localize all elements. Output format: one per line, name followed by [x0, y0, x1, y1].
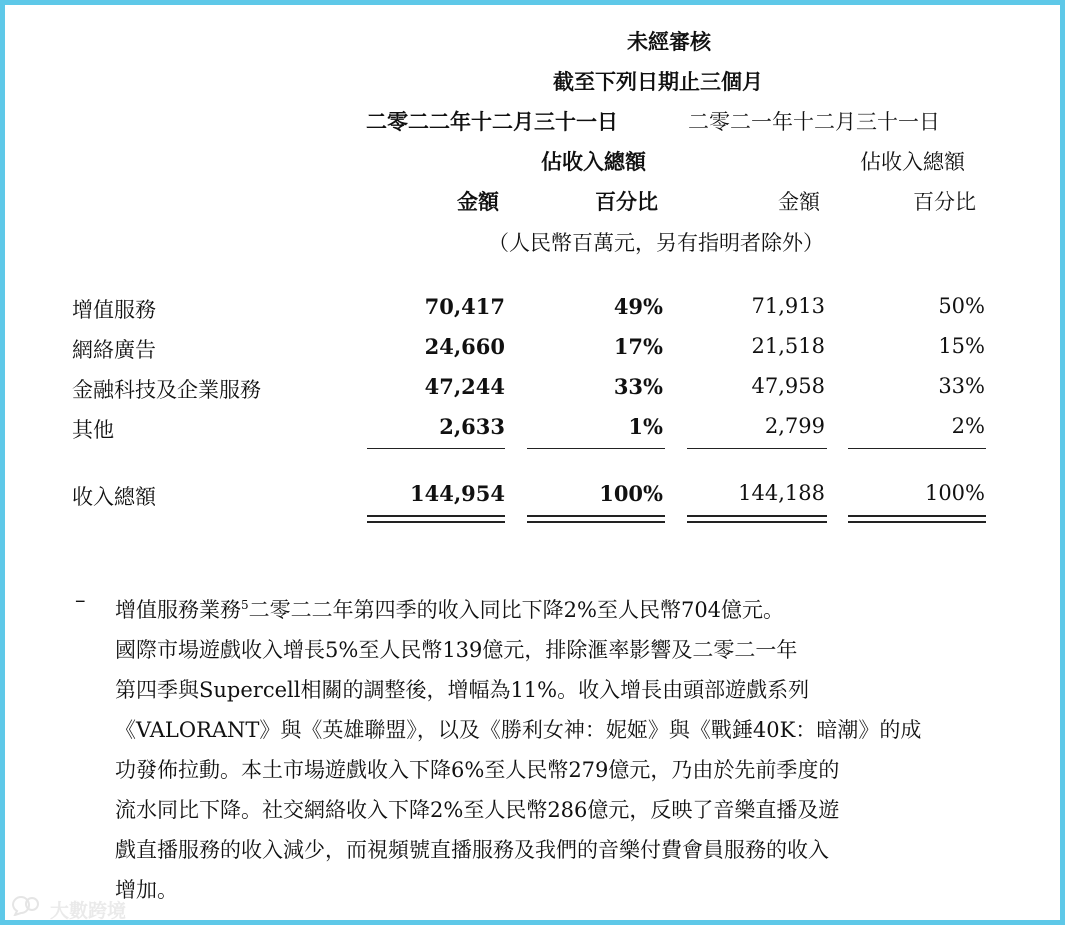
- commentary-line: 第四季與Supercell相關的調整後，增幅為11%。收入增長由頭部遊戲系列: [115, 678, 810, 702]
- row-percent-2021: 33%: [938, 374, 985, 398]
- header-date-2022: 二零二二年十二月三十一日: [366, 109, 618, 134]
- commentary-line: 《VALORANT》與《英雄聯盟》，以及《勝利女神：妮姬》與《戰錘40K：暗潮》的成: [115, 718, 922, 742]
- row-amount-2021: 2,799: [764, 414, 825, 438]
- commentary-lead: 增值服務業務: [115, 598, 241, 622]
- row-amount-2022: 2,633: [439, 414, 505, 439]
- row-amount-2022: 24,660: [424, 334, 505, 359]
- total-label: 收入總額: [72, 485, 156, 509]
- row-amount-2021: 21,518: [751, 334, 825, 358]
- commentary-line: 增值服務業務$^5$二零二二年第四季的收入同比下降2%至人民幣704億元。: [115, 598, 785, 622]
- total-double-rule: [848, 515, 986, 523]
- speech-bubble-logo-icon: [10, 894, 44, 916]
- row-percent-2022: 49%: [613, 294, 663, 319]
- header-amount-2021: 金額: [778, 190, 820, 214]
- row-percent-2021: 2%: [951, 414, 985, 438]
- total-double-rule: [367, 515, 505, 523]
- commentary-line: 戲直播服務的收入減少，而視頻號直播服務及我們的音樂付費會員服務的收入: [115, 838, 829, 862]
- row-percent-2022: 17%: [613, 334, 663, 359]
- row-amount-2022: 70,417: [424, 294, 505, 319]
- bullet-dash: –: [75, 588, 86, 612]
- commentary-line: 流水同比下降。社交網絡收入下降2%至人民幣286億元，反映了音樂直播及遊: [115, 798, 840, 822]
- header-unit: （人民幣百萬元，另有指明者除外）: [488, 231, 824, 255]
- row-percent-2022: 1%: [628, 414, 663, 439]
- commentary-line: 增加。: [115, 878, 178, 902]
- row-label: 增值服務: [72, 298, 156, 322]
- row-amount-2021: 47,958: [751, 374, 825, 398]
- row-percent-2021: 50%: [938, 294, 985, 318]
- row-percent-2021: 15%: [938, 334, 985, 358]
- watermark-text: 大數跨境: [50, 900, 127, 922]
- header-percent-2022: 百分比: [595, 189, 658, 214]
- row-amount-2021: 71,913: [751, 294, 825, 318]
- commentary-line: 國際市場遊戲收入增長5%至人民幣139億元，排除滙率影響及二零二一年: [115, 638, 798, 662]
- subtotal-rule: [367, 448, 505, 449]
- total-double-rule: [687, 515, 827, 523]
- total-amount-2021: 144,188: [738, 481, 825, 505]
- row-label: 網絡廣告: [72, 338, 156, 362]
- header-percent-2021: 百分比: [913, 190, 976, 214]
- total-double-rule: [527, 515, 665, 523]
- header-unaudited: 未經審核: [627, 29, 711, 54]
- header-amount-2022: 金額: [457, 189, 499, 214]
- subtotal-rule: [687, 448, 827, 449]
- commentary-paragraph: [115, 585, 985, 910]
- subtotal-rule: [848, 448, 986, 449]
- row-percent-2022: 33%: [613, 374, 663, 399]
- total-percent-2021: 100%: [924, 481, 985, 505]
- total-percent-2022: 100%: [599, 481, 663, 506]
- total-amount-2022: 144,954: [410, 481, 505, 506]
- row-label: 金融科技及企業服務: [72, 378, 261, 402]
- header-period: 截至下列日期止三個月: [553, 69, 763, 94]
- commentary-line: 功發佈拉動。本土市場遊戲收入下降6%至人民幣279億元，乃由於先前季度的: [115, 758, 840, 782]
- header-date-2021: 二零二一年十二月三十一日: [688, 110, 940, 134]
- header-pct-total-2021: 佔收入總額: [860, 150, 965, 174]
- header-pct-total-2022: 佔收入總額: [541, 149, 646, 174]
- row-amount-2022: 47,244: [424, 374, 505, 399]
- footnote-mark: 5: [241, 598, 249, 612]
- row-label: 其他: [72, 418, 114, 442]
- subtotal-rule: [527, 448, 665, 449]
